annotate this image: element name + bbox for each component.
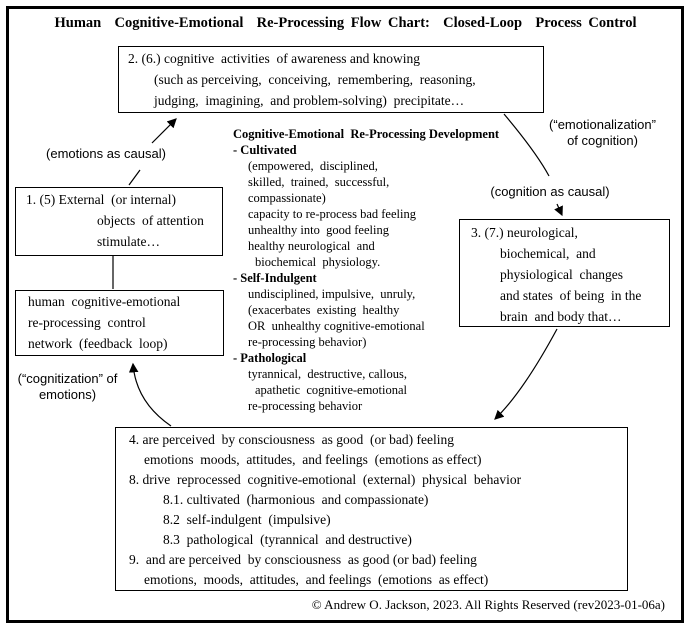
text-line: brain and body that… [500, 309, 622, 324]
text-line: re-processing behavior) [248, 335, 367, 349]
text-line: biochemical physiology. [255, 255, 381, 269]
text-line: emotions) [38, 387, 97, 402]
label-cognitization-of-emotions [5, 371, 130, 403]
page-title: Human Cognitive-Emotional Re-Processing Flow Chart: Closed-Loop Process Control [54, 15, 637, 31]
text-line: (such as perceiving, conceiving, remembering, reasoning, [154, 72, 476, 87]
text-line: capacity to re-process bad feeling [248, 207, 416, 221]
text-line: 8.1. cultivated (harmonious and compassionate) [163, 492, 429, 507]
label-emotions-as-causal [36, 146, 176, 162]
label-cognition-as-causal [480, 184, 620, 200]
text-line: re-processing behavior [248, 399, 363, 413]
text-line: biochemical, and [500, 246, 596, 261]
text-line: 3. (7.) neurological, [471, 225, 578, 240]
box-4-perceived-behavior [115, 427, 628, 591]
text-line: tyrannical, destructive, callous, [248, 367, 407, 381]
text-line: of cognition) [567, 133, 638, 148]
text-line: 8.3 pathological (tyrannical and destructive) [163, 532, 412, 547]
text-line: skilled, trained, successful, [248, 175, 390, 189]
text-line: emotions, moods, attitudes, and feelings (emotions as effect) [144, 572, 489, 587]
text-line: (cognition as causal) [490, 184, 610, 199]
legend-item-self-indulgent: - Self-Indulgent [233, 271, 317, 285]
legend-item-cultivated: - Cultivated [233, 143, 297, 157]
text-line: judging, imagining, and problem-solving) precipitate… [154, 93, 465, 108]
text-line: (empowered, disciplined, [248, 159, 378, 173]
text-line: re-processing control [28, 315, 146, 330]
box-1-external-objects [15, 187, 223, 256]
text-line: objects of attention [97, 213, 204, 228]
text-line: (emotions as causal) [46, 146, 166, 161]
text-line: 1. (5) External (or internal) [26, 192, 176, 207]
label-emotionalization-of-cognition [530, 117, 675, 149]
legend-item-pathological: - Pathological [233, 351, 307, 365]
text-line: (“cognitization” of [17, 371, 118, 386]
arrow-into-box3 [557, 204, 562, 215]
text-line: network (feedback loop) [28, 336, 168, 351]
text-line: emotions moods, attitudes, and feelings (emotions as effect) [144, 452, 482, 467]
box-2-cognitive-activities [118, 46, 544, 113]
text-line: OR unhealthy cognitive-emotional [248, 319, 425, 333]
development-legend [233, 126, 533, 414]
text-line: 8.2 self-indulgent (impulsive) [163, 512, 331, 527]
arrow-box1-to-box2-lower-segment [129, 170, 140, 185]
arrow-box1-to-box2 [152, 119, 176, 143]
copyright-notice: © Andrew O. Jackson, 2023. All Rights Reserved (rev2023-01-06a) [311, 597, 665, 612]
text-line: healthy neurological and [248, 239, 375, 253]
text-line: apathetic cognitive-emotional [255, 383, 408, 397]
text-line: (exacerbates existing healthy [248, 303, 400, 317]
legend-heading: Cognitive-Emotional Re-Processing Development [233, 127, 500, 141]
arrow-box4-to-network [133, 364, 171, 426]
box-network-feedback-loop [15, 290, 224, 356]
text-line: (“emotionalization” [549, 117, 656, 132]
text-line: 9. and are perceived by consciousness as good (or bad) feeling [129, 552, 477, 567]
text-line: 4. are perceived by consciousness as good (or bad) feeling [129, 432, 455, 447]
text-line: 2. (6.) cognitive activities of awareness and knowing [128, 51, 421, 66]
text-line: physiological changes [500, 267, 623, 282]
text-line: human cognitive-emotional [28, 294, 181, 309]
text-line: undisciplined, impulsive, unruly, [248, 287, 416, 301]
text-line: stimulate… [97, 234, 160, 249]
text-line: and states of being in the [500, 288, 642, 303]
text-line: compassionate) [248, 191, 326, 205]
text-line: unhealthy into good feeling [248, 223, 389, 237]
text-line: 8. drive reprocessed cognitive-emotional (external) physical behavior [129, 472, 522, 487]
